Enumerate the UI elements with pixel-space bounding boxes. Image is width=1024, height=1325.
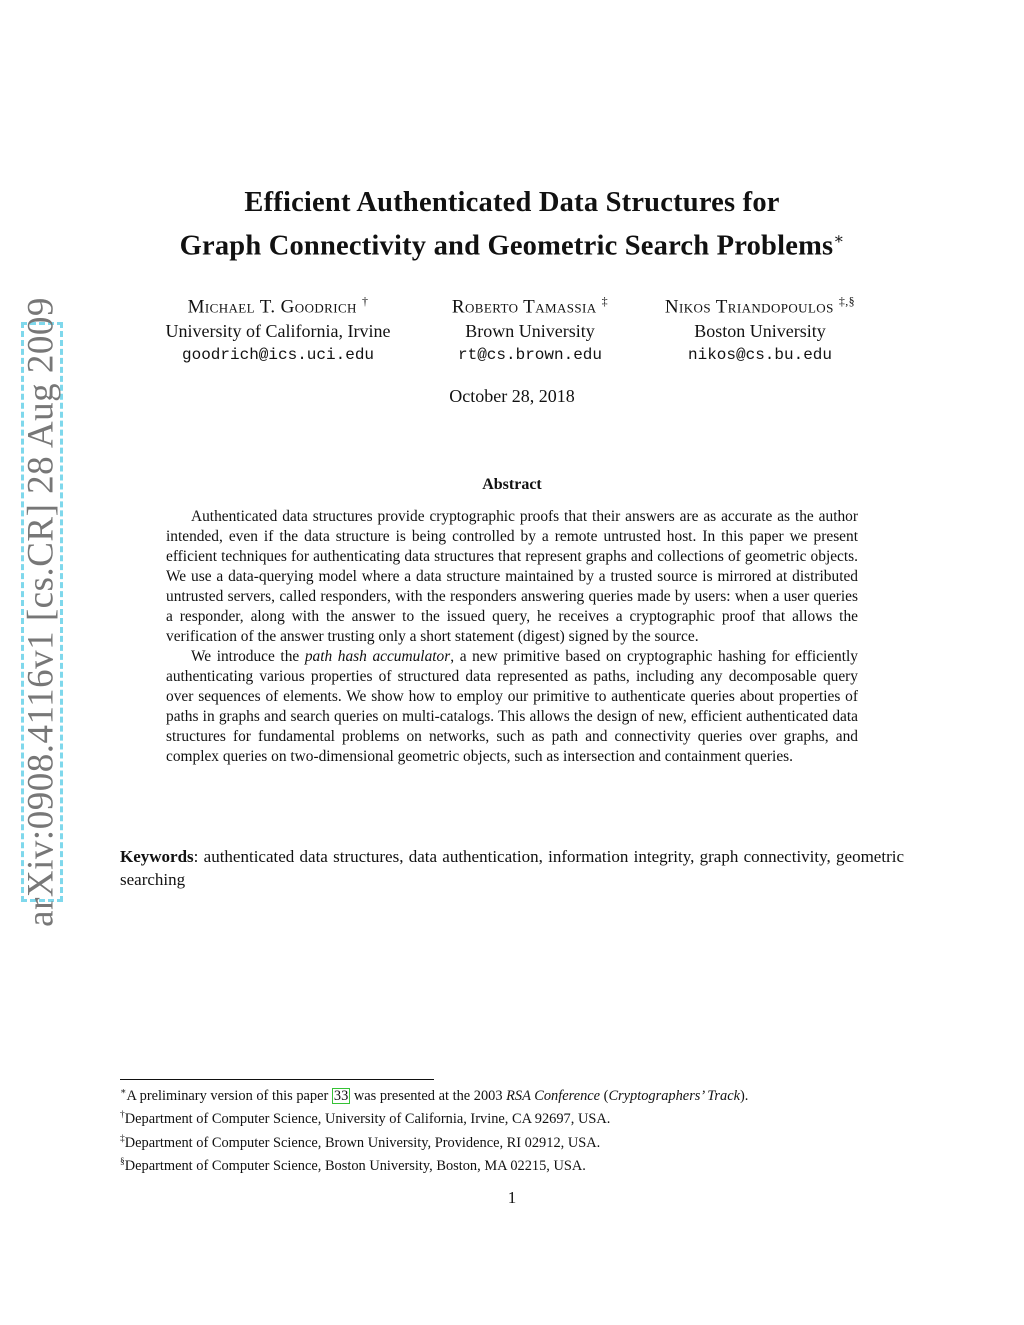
footnote-text: ( (600, 1087, 609, 1104)
title-line-2-text: Graph Connectivity and Geometric Search Problems (179, 230, 834, 262)
abstract-text: , a new primitive based on cryptographic hashing for efficiently authenticating various properties of structured data represented as paths, including any decomposable query over sequences of elements. We show how to employ our primitive to authenticate queries about properties of paths in graphs and search queries on multi-catalogs. This allows the design of new, efficient authenticated data structures for fundamental problems on networks, such as path and connectivity queries over graphs, and complex queries on two-dimensional geometric objects, such as intersection and containment queries. (166, 648, 858, 765)
author-marker: ‡ (601, 294, 609, 308)
author-marker: † (361, 294, 369, 308)
keywords-label: Keywords (120, 847, 194, 866)
footnote-text: Department of Computer Science, University of California, Irvine, CA 92697, USA. (124, 1111, 611, 1128)
footnote-text: Department of Computer Science, Boston University, Boston, MA 02215, USA. (124, 1157, 586, 1174)
abstract-paragraph-1: Authenticated data structures provide cryptographic proofs that their answers are as accurate as the author intended, even if the data structure is being controlled by a remote untrusted host. In this paper we present efficient techniques for authenticating data structures that represent graphs and collections of geometric objects. We use a data-querying model where a data structure maintained by a trusted source is mirrored at distributed untrusted servers, called responders, with the responders answering queries made by users: when a user queries a responder, along with the answer to the issued query, he receives a cryptographic proof that allows the verification of the answer trusting only a short statement (digest) signed by the source. (166, 508, 858, 645)
abstract-text: We introduce the (191, 648, 305, 665)
citation-link[interactable]: 33 (333, 1087, 349, 1104)
author-marker: ‡,§ (838, 294, 856, 308)
abstract-paragraph-2 (166, 647, 858, 767)
footnotes (120, 1083, 920, 1176)
author-goodrich (128, 289, 428, 367)
footnote-text: was presented at the 2003 (350, 1087, 507, 1104)
author-name-text: Michael T. Goodrich (187, 296, 357, 318)
title-line-1: Efficient Authenticated Data Structures for (244, 187, 780, 218)
paper-date: October 28, 2018 (449, 386, 575, 406)
abstract-heading: Abstract (482, 476, 542, 493)
footnote-3 (120, 1130, 920, 1153)
abstract-emphasis: path hash accumulator (304, 648, 451, 665)
author-name (630, 289, 890, 319)
author-name-text: Roberto Tamassia (451, 296, 597, 318)
author-name (425, 289, 635, 319)
author-email: rt@cs.brown.edu (457, 346, 603, 365)
footnote-emphasis: Cryptographers’ Track (608, 1087, 740, 1104)
title-line-2 (100, 221, 924, 265)
keywords-text: : authenticated data structures, data authentication, information integrity, graph connectivity, geometric searching (120, 847, 904, 889)
footnote-marker: § (120, 1156, 125, 1167)
author-affiliation: Brown University (465, 321, 595, 342)
footnote-marker: ‡ (120, 1133, 125, 1144)
author-name-text: Nikos Triandopoulos (664, 296, 834, 318)
footnote-text: Department of Computer Science, Brown University, Providence, RI 02912, USA. (124, 1134, 601, 1151)
keywords (120, 845, 904, 891)
footnote-2 (120, 1106, 920, 1129)
paper-title (100, 184, 924, 265)
author-email: goodrich@ics.uci.edu (181, 346, 375, 365)
author-email: nikos@cs.bu.edu (687, 346, 833, 365)
footnote-4 (120, 1153, 920, 1176)
page-number: 1 (507, 1188, 517, 1207)
abstract-body (166, 507, 858, 767)
footnote-marker: † (120, 1110, 125, 1121)
footnote-text: A preliminary version of this paper (126, 1087, 332, 1104)
arxiv-identifier: arXiv:0908.4116v1 [cs.CR] 28 Aug 2009 (20, 297, 62, 927)
title-footnote-marker: ∗ (833, 231, 845, 248)
footnote-marker: ∗ (120, 1087, 127, 1097)
footnote-emphasis: RSA Conference (506, 1087, 601, 1104)
author-affiliation: Boston University (694, 321, 826, 342)
footnote-text: ). (739, 1087, 749, 1104)
author-tamassia (425, 289, 635, 367)
author-name (128, 289, 428, 319)
footnote-rule (120, 1079, 434, 1080)
author-triandopoulos (630, 289, 890, 367)
footnote-1 (120, 1083, 920, 1106)
author-affiliation: University of California, Irvine (165, 321, 391, 342)
